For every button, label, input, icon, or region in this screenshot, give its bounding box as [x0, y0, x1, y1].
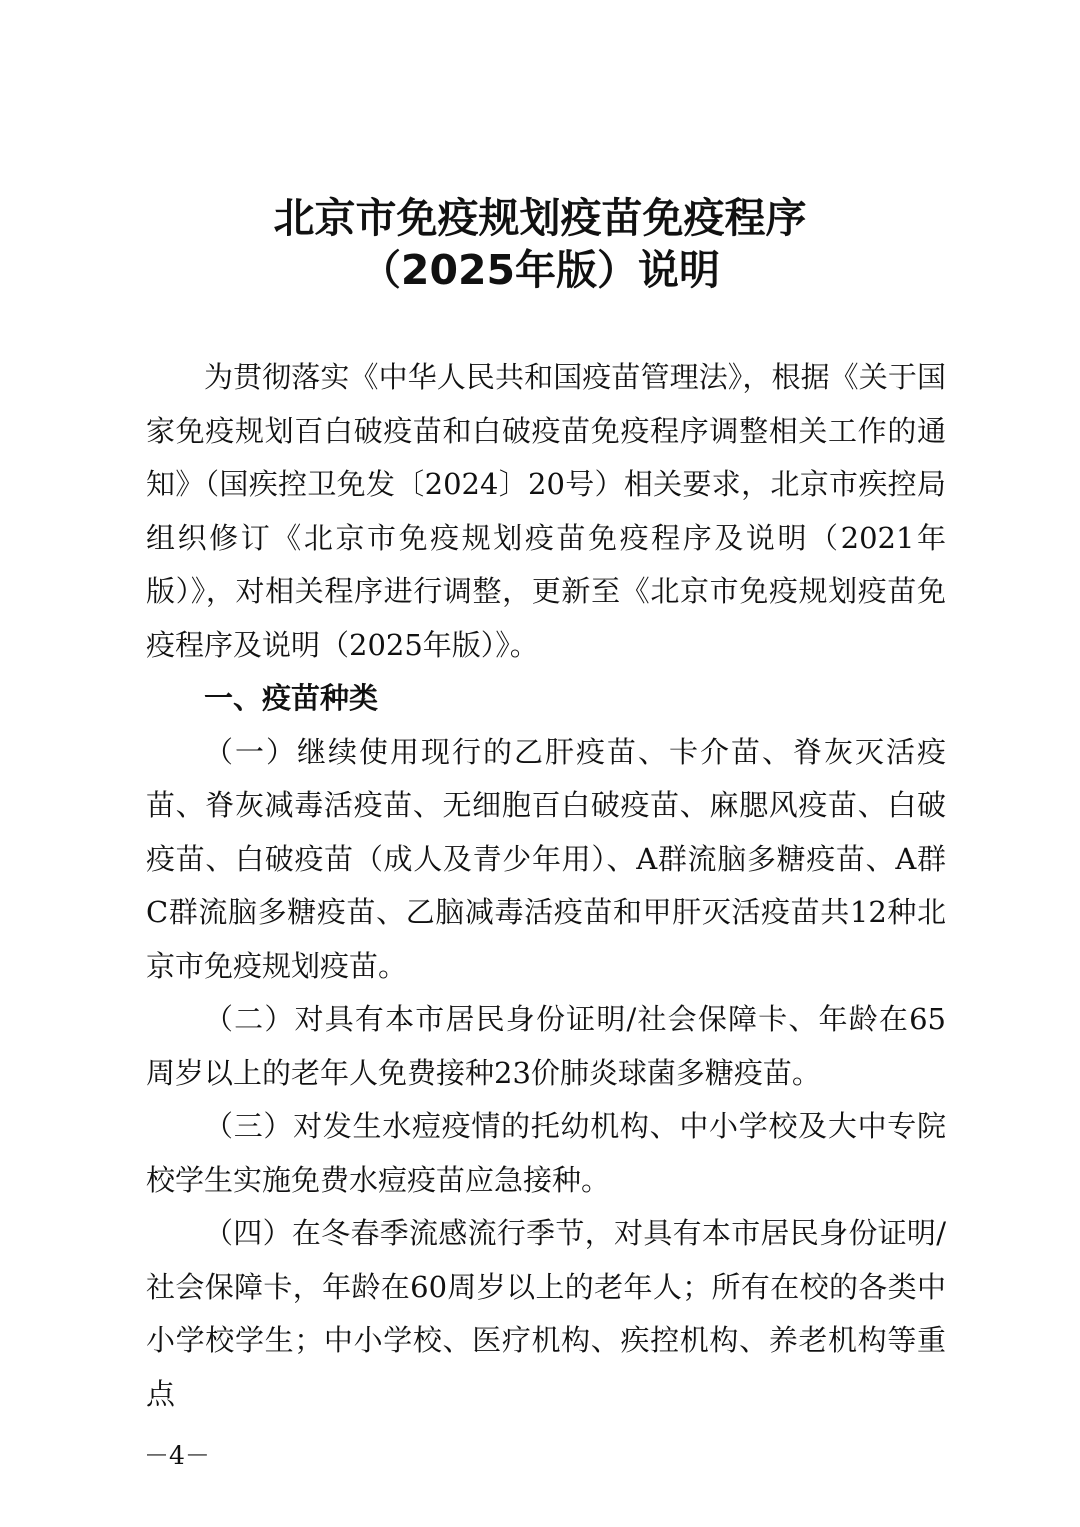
section-item-2: （二）对具有本市居民身份证明/社会保障卡、年龄在65周岁以上的老年人免费接种23价肺炎球菌多糖疫苗。 [146, 1002, 946, 1090]
document-body [146, 351, 946, 1421]
intro-paragraph: 为贯彻落实《中华人民共和国疫苗管理法》，根据《关于国家免疫规划百白破疫苗和白破疫苗免疫程序调整相关工作的通知》（国疾控卫免发〔2024〕20号）相关要求，北京市疾控局组织修订《北京市免疫规划疫苗免疫程序及说明（2021年版）》，对相关程序进行调整，更新至《北京市免疫规划疫苗免疫程序及说明（2025年版）》。 [146, 360, 946, 662]
page-number: －4－ [144, 1441, 210, 1470]
section-heading: 一、疫苗种类 [204, 681, 379, 715]
section-item-3: （三）对发生水痘疫情的托幼机构、中小学校及大中专院校学生实施免费水痘疫苗应急接种。 [146, 1109, 946, 1197]
document-title-line1: 北京市免疫规划疫苗免疫程序 [273, 194, 807, 242]
section-item-1: （一）继续使用现行的乙肝疫苗、卡介苗、脊灰灭活疫苗、脊灰减毒活疫苗、无细胞百白破疫苗、麻腮风疫苗、白破疫苗、白破疫苗（成人及青少年用）、A群流脑多糖疫苗、A群C群流脑多糖疫苗、乙脑减毒活疫苗和甲肝灭活疫苗共12种北京市免疫规划疫苗。 [146, 734, 946, 983]
document-title-line2: （2025年版）说明 [359, 246, 721, 294]
section-item-4: （四）在冬春季流感流行季节，对具有本市居民身份证明/社会保障卡，年龄在60周岁以上的老年人；所有在校的各类中小学校学生；中小学校、医疗机构、疾控机构、养老机构等重点 [146, 1216, 946, 1411]
